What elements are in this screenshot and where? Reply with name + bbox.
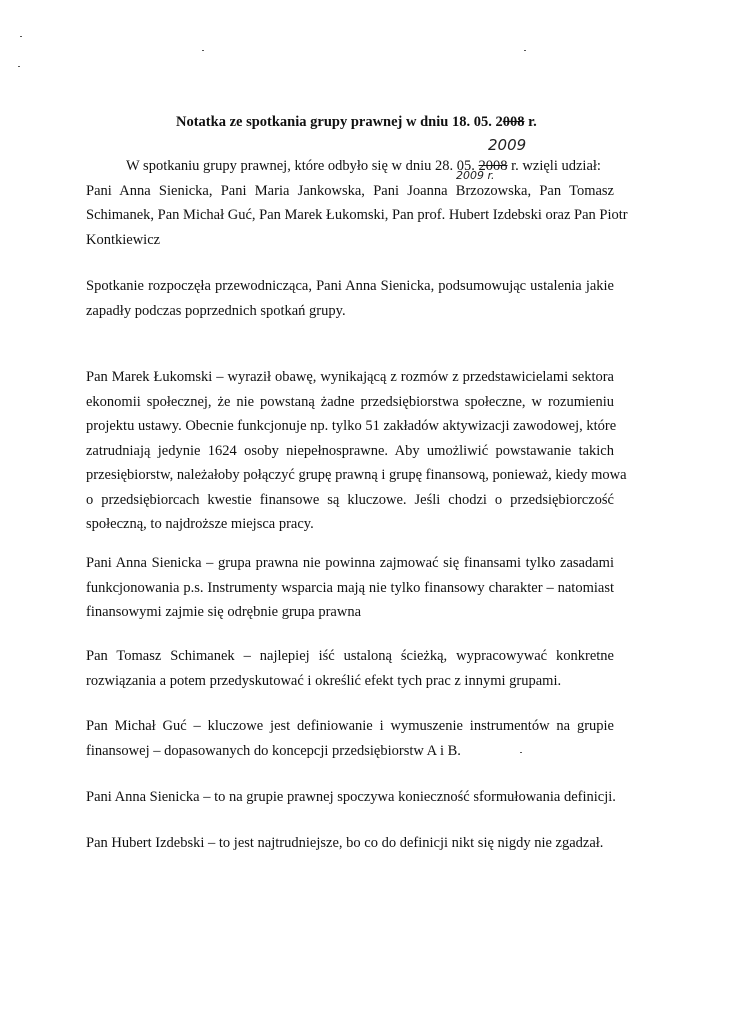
attendance-struck-year: 2008	[478, 158, 508, 174]
title-text: Notatka ze spotkania grupy prawnej w dniu 18. 05. 2	[176, 114, 503, 130]
paragraph-line: o przedsiębiorcach kwestie finansowe są kluczowe. Jeśli chodzi o przedsiębiorczość	[86, 491, 614, 508]
sienicka-definition-paragraph	[86, 785, 614, 810]
paragraph-line: Spotkanie rozpoczęła przewodnicząca, Pani Anna Sienicka, podsumowując ustalenia jakie	[86, 278, 614, 294]
paragraph-line: Pan Michał Guć – kluczowe jest definiowanie i wymuszenie instrumentów na grupie	[86, 718, 614, 734]
title-struck-year: 008	[502, 114, 525, 130]
opening-paragraph	[86, 274, 614, 323]
paragraph-line: Pani Anna Sienicka – to na grupie prawnej spoczywa konieczność sformułowania definicji.	[86, 789, 616, 805]
attendance-text-end: r. wzięli udział:	[507, 158, 601, 174]
paragraph-line: zatrudniają jedynie 1624 osoby niepełnosprawne. Aby umożliwić powstawanie takich	[86, 442, 614, 459]
scan-speck	[202, 50, 204, 51]
title-suffix: r.	[524, 114, 537, 130]
izdebski-paragraph	[86, 831, 614, 856]
document-title	[176, 114, 537, 131]
paragraph-line: projektu ustawy. Obecnie funkcjonuje np. tylko 51 zakładów aktywizacji zawodowej, które	[86, 418, 617, 434]
paragraph-line: Pan Marek Łukomski – wyraził obawę, wynikającą z rozmów z przedstawicielami sektora	[86, 369, 614, 385]
lukomski-paragraph	[86, 365, 627, 537]
attendance-line	[86, 154, 614, 179]
schimanek-paragraph	[86, 644, 614, 693]
attendance-text: W spotkaniu grupy prawnej, które odbyło się w dniu 28. 05.	[126, 158, 479, 174]
guc-paragraph	[86, 714, 614, 763]
handwritten-meeting-year: 2009 r.	[456, 169, 495, 182]
scan-speck	[20, 36, 22, 37]
paragraph-line: Pan Tomasz Schimanek – najlepiej iść ustaloną ścieżką, wypracowywać konkretne	[86, 648, 614, 664]
handwritten-title-year: 2009	[488, 136, 527, 154]
paragraph-line: finansowymi zajmie się odrębnie grupa prawna	[86, 604, 362, 620]
paragraph-line: Pan Hubert Izdebski – to jest najtrudniejsze, bo co do definicji nikt się nigdy nie zgadzał.	[86, 835, 604, 851]
paragraph-line: społeczną, to najdroższe miejsca pracy.	[86, 516, 314, 532]
attendance-line: Schimanek, Pan Michał Guć, Pan Marek Łukomski, Pan prof. Hubert Izdebski oraz Pan Piotr	[86, 207, 628, 223]
scan-speck	[18, 66, 20, 67]
paragraph-line: funkcjonowania p.s. Instrumenty wsparcia mają nie tylko finansowy charakter – natomiast	[86, 579, 614, 596]
sienicka-finance-paragraph	[86, 551, 614, 625]
paragraph-line: ekonomii społecznej, że nie powstaną żadne przedsiębiorstwa społeczne, w rozumieniu	[86, 393, 614, 410]
paragraph-line: Pani Anna Sienicka – grupa prawna nie powinna zajmować się finansami tylko zasadami	[86, 555, 614, 571]
paragraph-line: rozwiązania a potem przedyskutować i określić efekt tych prac z innymi grupami.	[86, 672, 562, 689]
scan-speck	[524, 50, 526, 51]
attendance-paragraph	[86, 154, 628, 252]
paragraph-line: przesiębiorstw, należałoby połączyć grupę prawną i grupę finansową, ponieważ, kiedy mowa	[86, 467, 627, 483]
paragraph-line: finansowej – dopasowanych do koncepcji przedsiębiorstw A i B.	[86, 742, 461, 759]
attendance-line: Kontkiewicz	[86, 231, 161, 248]
attendance-line: Pani Anna Sienicka, Pani Maria Jankowska, Pani Joanna Brzozowska, Pan Tomasz	[86, 182, 614, 199]
paragraph-line: zapadły podczas poprzednich spotkań grupy.	[86, 302, 346, 319]
